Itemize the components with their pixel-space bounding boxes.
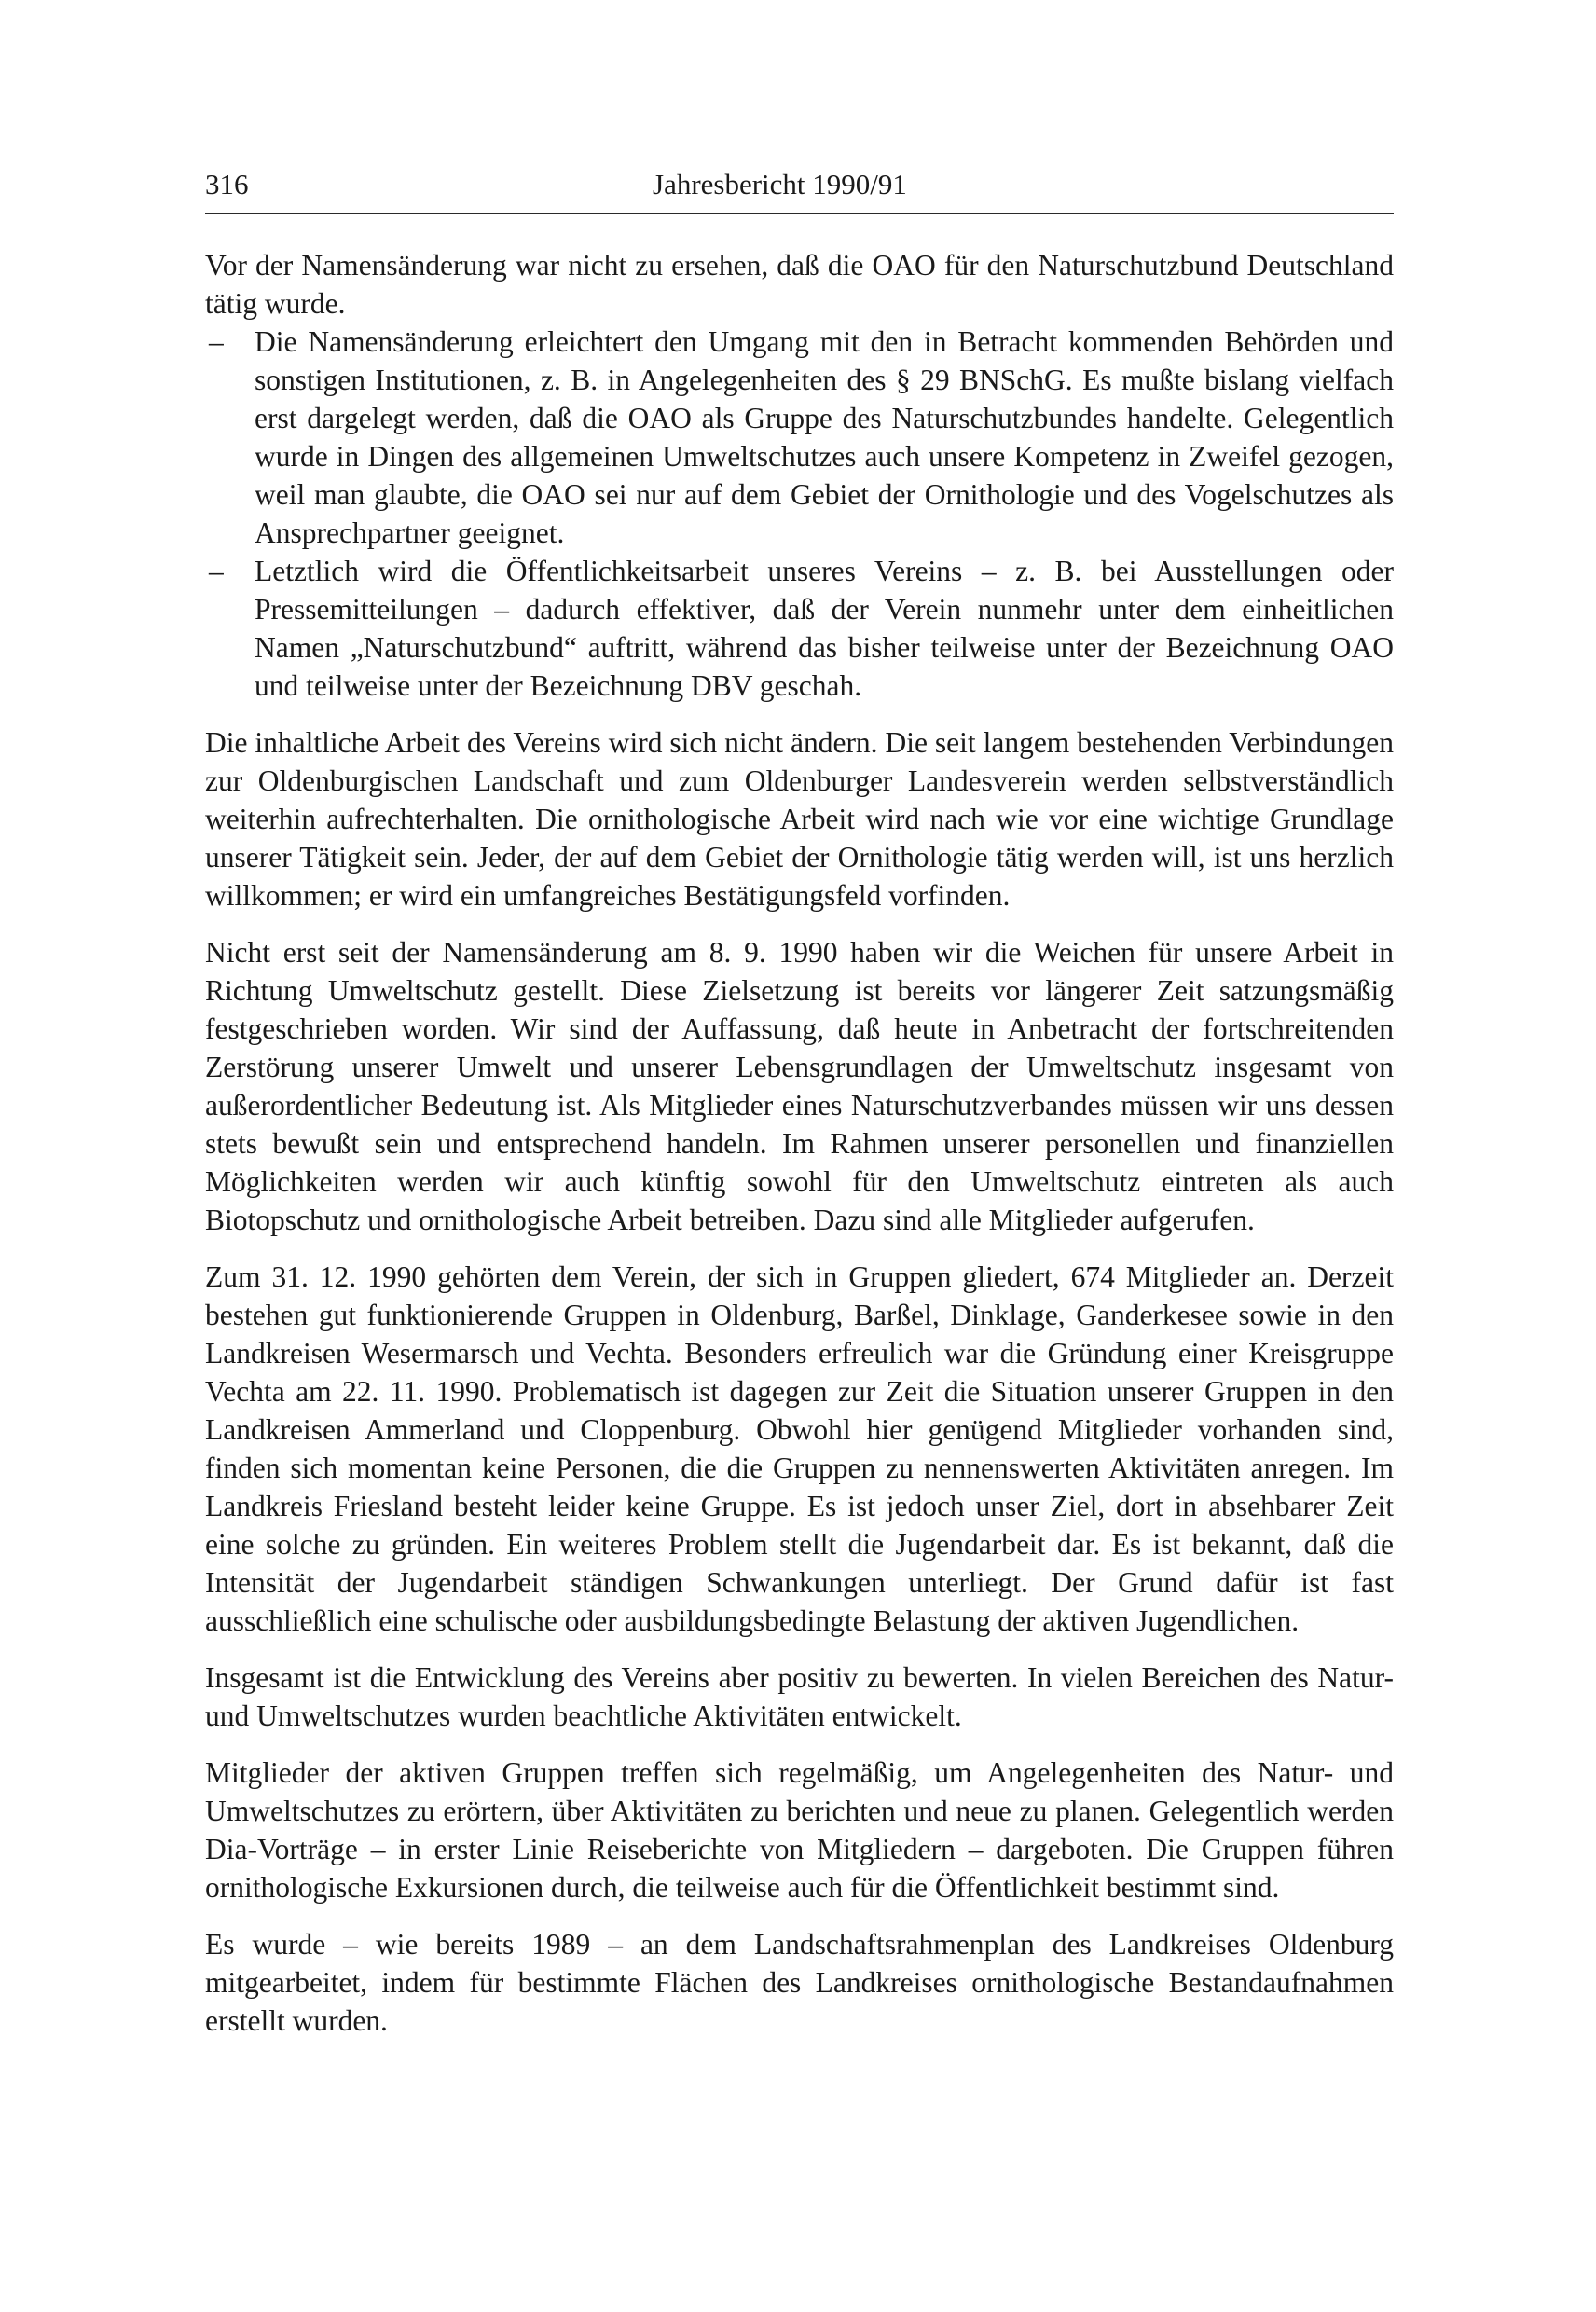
list-item <box>205 323 1394 552</box>
body-text <box>205 246 1394 2040</box>
dash-bullet: – <box>209 555 224 587</box>
dash-list <box>205 323 1394 705</box>
list-item-text: Die Namensänderung erleichtert den Umgang mit den in Betracht kommenden Behörden und sonstigen Institutionen, z. B. in Angelegenheiten des § 29 BNSchG. Es mußte bislang vielfach erst dargelegt werden, daß die OAO als Gruppe des Naturschutzbundes handelte. Gelegentlich wurde in Dingen des allgemeinen Umweltschutzes auch unsere Kompetenz in Zweifel gezogen, weil man glaubte, die OAO sei nur auf dem Gebiet der Ornithologie und des Vogelschutzes als Ansprechpartner geeignet. <box>255 325 1394 549</box>
paragraph: Nicht erst seit der Namensänderung am 8. 9. 1990 haben wir die Weichen für unsere Arbeit in Richtung Umweltschutz gestellt. Diese Zielsetzung ist bereits vor längerer Zeit satzungsmäßig festgeschrieben worden. Wir sind der Auffassung, daß heute in Anbetracht der fortschreitenden Zerstörung unserer Umwelt und unserer Lebensgrundlagen der Umweltschutz insgesamt von außerordentlicher Bedeutung ist. Als Mitglieder eines Naturschutzverbandes müssen wir uns dessen stets bewußt sein und entsprechend handeln. Im Rahmen unserer personellen und finanziellen Möglichkeiten werden wir auch künftig sowohl für den Umweltschutz eintreten als auch Biotopschutz und ornithologische Arbeit betreiben. Dazu sind alle Mitglieder aufgerufen. <box>205 936 1394 1236</box>
list-item <box>205 552 1394 705</box>
list-item-text: Letztlich wird die Öffentlichkeitsarbeit unseres Vereins – z. B. bei Ausstellungen oder Pressemitteilungen – dadurch effektiver, daß der Verein nunmehr unter dem einheitlichen Namen „Naturschutzbund“ auftritt, während das bisher teilweise unter der Bezeichnung OAO und teilweise unter der Bezeichnung DBV geschah. <box>255 555 1394 702</box>
intro-paragraph: Vor der Namensänderung war nicht zu ersehen, daß die OAO für den Naturschutzbund Deutschland tätig wurde. <box>205 249 1394 320</box>
dash-bullet: – <box>209 325 224 358</box>
paragraph: Es wurde – wie bereits 1989 – an dem Landschaftsrahmenplan des Landkreises Oldenburg mitgearbeitet, indem für bestimmte Flächen des Landkreises ornithologische Bestandaufnahmen erstellt wurden. <box>205 1928 1394 2037</box>
paragraph: Mitglieder der aktiven Gruppen treffen sich regelmäßig, um Angelegenheiten des Natur- und Umweltschutzes zu erörtern, über Aktivitäten zu berichten und neue zu planen. Gelegentlich werden Dia-Vorträge – in erster Linie Reiseberichte von Mitgliedern – dargeboten. Die Gruppen führen ornithologische Exkursionen durch, die teilweise auch für die Öffentlichkeit bestimmt sind. <box>205 1756 1394 1904</box>
page-number: 316 <box>205 168 249 200</box>
header-title: Jahresbericht 1990/91 <box>653 168 907 200</box>
document-page <box>205 168 1394 2058</box>
paragraph: Insgesamt ist die Entwicklung des Vereins aber positiv zu bewerten. In vielen Bereichen des Natur- und Umweltschutzes wurden beachtliche Aktivitäten entwickelt. <box>205 1661 1394 1732</box>
running-header <box>205 168 1394 214</box>
paragraph: Die inhaltliche Arbeit des Vereins wird sich nicht ändern. Die seit langem bestehenden Verbindungen zur Oldenburgischen Landschaft und zum Oldenburger Landesverein werden selbstverständlich weiterhin aufrechterhalten. Die ornithologische Arbeit wird nach wie vor eine wichtige Grundlage unserer Tätigkeit sein. Jeder, der auf dem Gebiet der Ornithologie tätig werden will, ist uns herzlich willkommen; er wird ein umfangreiches Bestätigungsfeld vorfinden. <box>205 726 1394 912</box>
paragraph: Zum 31. 12. 1990 gehörten dem Verein, der sich in Gruppen gliedert, 674 Mitglieder an. Derzeit bestehen gut funktionierende Gruppen in Oldenburg, Barßel, Dinklage, Ganderkesee sowie in den Landkreisen Wesermarsch und Vechta. Besonders erfreulich war die Gründung einer Kreisgruppe Vechta am 22. 11. 1990. Problematisch ist dagegen zur Zeit die Situation unserer Gruppen in den Landkreisen Ammerland und Cloppenburg. Obwohl hier genügend Mitglieder vorhanden sind, finden sich momentan keine Personen, die die Gruppen zu nennenswerten Aktivitäten anregen. Im Landkreis Friesland besteht leider keine Gruppe. Es ist jedoch unser Ziel, dort in absehbarer Zeit eine solche zu gründen. Ein weiteres Problem stellt die Jugendarbeit dar. Es ist bekannt, daß die Intensität der Jugendarbeit ständigen Schwankungen unterliegt. Der Grund dafür ist fast ausschließlich eine schulische oder ausbildungsbedingte Belastung der aktiven Jugendlichen. <box>205 1260 1394 1637</box>
